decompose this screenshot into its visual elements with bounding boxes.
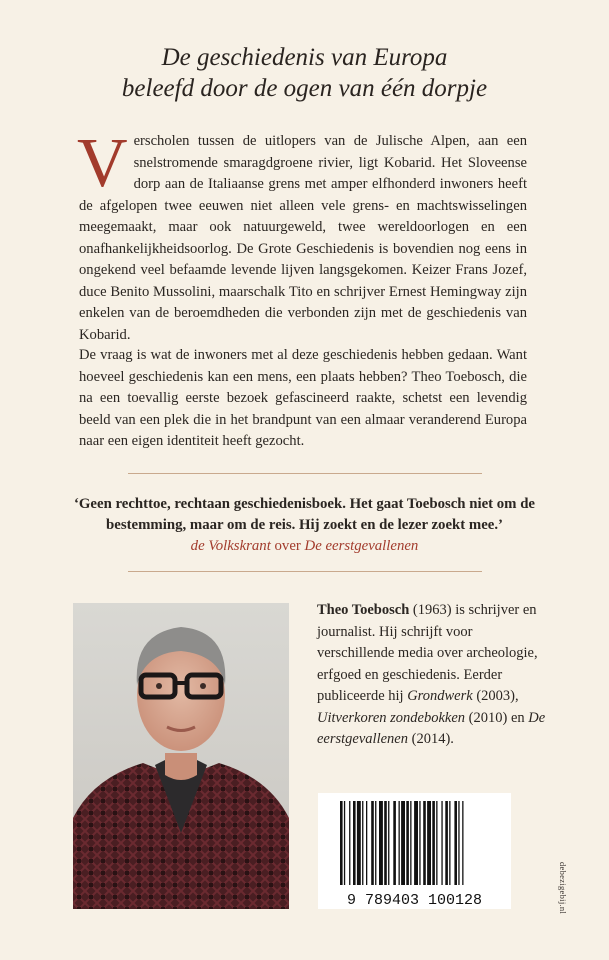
- barcode-bar: [410, 801, 411, 885]
- barcode-bar: [436, 801, 437, 885]
- barcode-bar: [414, 801, 418, 885]
- author-photo: [73, 603, 289, 909]
- barcode-bar: [454, 801, 457, 885]
- intro-paragraph-2: De vraag is wat de inwoners met al deze geschiedenis hebben gedaan. Want hoeveel geschiedenis kan een mens, een plaats hebben? Theo Toebosch, die na een toevallig eerste bezoek gefascineerd raakte, schetst een levendig beeld van een plek die in het brandpunt van een almaar veranderend Europa naar een eigen identiteit heeft gezocht.: [79, 347, 527, 449]
- author-portrait-illustration: [73, 603, 289, 909]
- barcode-bar: [427, 801, 431, 885]
- book-title-3: De eerstgevallenen: [317, 709, 546, 747]
- book-year-3: (2014).: [411, 731, 454, 747]
- barcode-bar: [366, 801, 367, 885]
- barcode-bar: [362, 801, 363, 885]
- tagline-line-2: beleefd door de ogen van één dorpje: [121, 75, 488, 102]
- review-source-publication: de Volkskrant: [190, 538, 271, 554]
- barcode-bar: [353, 801, 356, 885]
- barcode-bar: [393, 801, 396, 885]
- drop-cap: V: [77, 125, 128, 202]
- barcode-bar: [399, 801, 400, 885]
- barcode-bar: [384, 801, 387, 885]
- barcode-bars: [318, 793, 511, 909]
- tagline-line-1: De geschiedenis van Europa: [161, 44, 448, 71]
- barcode-bar: [449, 801, 450, 885]
- review-source: [60, 536, 549, 557]
- divider-top: [128, 473, 482, 474]
- review-quote: [60, 494, 549, 557]
- barcode-bar: [340, 801, 343, 885]
- book-title-2: Uitverkoren zondebokken: [317, 709, 466, 726]
- barcode-bar: [419, 801, 420, 885]
- barcode-isbn: 9 789403 100128: [346, 892, 483, 909]
- barcode-bar: [458, 801, 459, 885]
- barcode-bar: [423, 801, 426, 885]
- book-year-1: (2003),: [476, 688, 519, 704]
- barcode-bar: [379, 801, 383, 885]
- review-quote-text: ‘Geen rechttoe, rechtaan geschiedenisboek. Het gaat Toebosch niet om de bestemming, maar om de reis. Hij zoekt en de lezer zoekt mee.’: [74, 496, 535, 533]
- barcode-bar: [375, 801, 376, 885]
- review-source-over: over: [274, 538, 301, 554]
- tagline: [0, 42, 609, 104]
- author-name: Theo Toebosch: [317, 602, 410, 618]
- author-birth-year: (1963): [412, 602, 452, 618]
- author-bio: [317, 600, 552, 751]
- book-title-1: Grondwerk: [407, 688, 473, 704]
- barcode-bar: [371, 801, 374, 885]
- barcode: [318, 793, 511, 909]
- barcode-bar: [357, 801, 361, 885]
- intro-paragraph-1-text: erscholen tussen de uitlopers van de Julische Alpen, aan een snelstromende smaragdgroene rivier, ligt Kobarid. Het Sloveense dorp aan de Italiaanse grens met amper elfhonderd inwoners heeft de afgelopen twee eeuwen niet alleen vele grens- en machtswisselingen meegemaakt, maar ook natuurgeweld, twee wereldoorlogen en een onafhankelijkheidsoorlog. De Grote Geschiedenis is bovendien nog eens in ongekend veel befaamde levende lijven langsgekomen. Keizer Frans Jozef, duce Benito Mussolini, maarschalk Tito en schrijver Ernest Hemingway zijn enkelen van de beroemdheden die verbonden zijn met de geschiedenis van Kobarid.: [79, 133, 527, 343]
- barcode-bar: [441, 801, 442, 885]
- barcode-bar: [388, 801, 389, 885]
- barcode-bar: [349, 801, 350, 885]
- review-source-title: De eerstgevallenen: [304, 538, 419, 554]
- barcode-bar: [344, 801, 345, 885]
- intro-paragraph-1: [77, 125, 527, 346]
- barcode-bar: [432, 801, 435, 885]
- author-bio-text: is schrijver en journalist. Hij schrijft voor verschillende media over archeologie, erfgoed en geschiedenis. Eerder publiceerde hij: [317, 602, 538, 704]
- book-year-2: (2010) en: [468, 709, 525, 726]
- barcode-bar: [445, 801, 448, 885]
- divider-bottom: [128, 571, 482, 572]
- barcode-bar: [401, 801, 405, 885]
- barcode-bar: [406, 801, 409, 885]
- publisher-url: debezigebij.nl: [558, 862, 568, 915]
- barcode-bar: [462, 801, 463, 885]
